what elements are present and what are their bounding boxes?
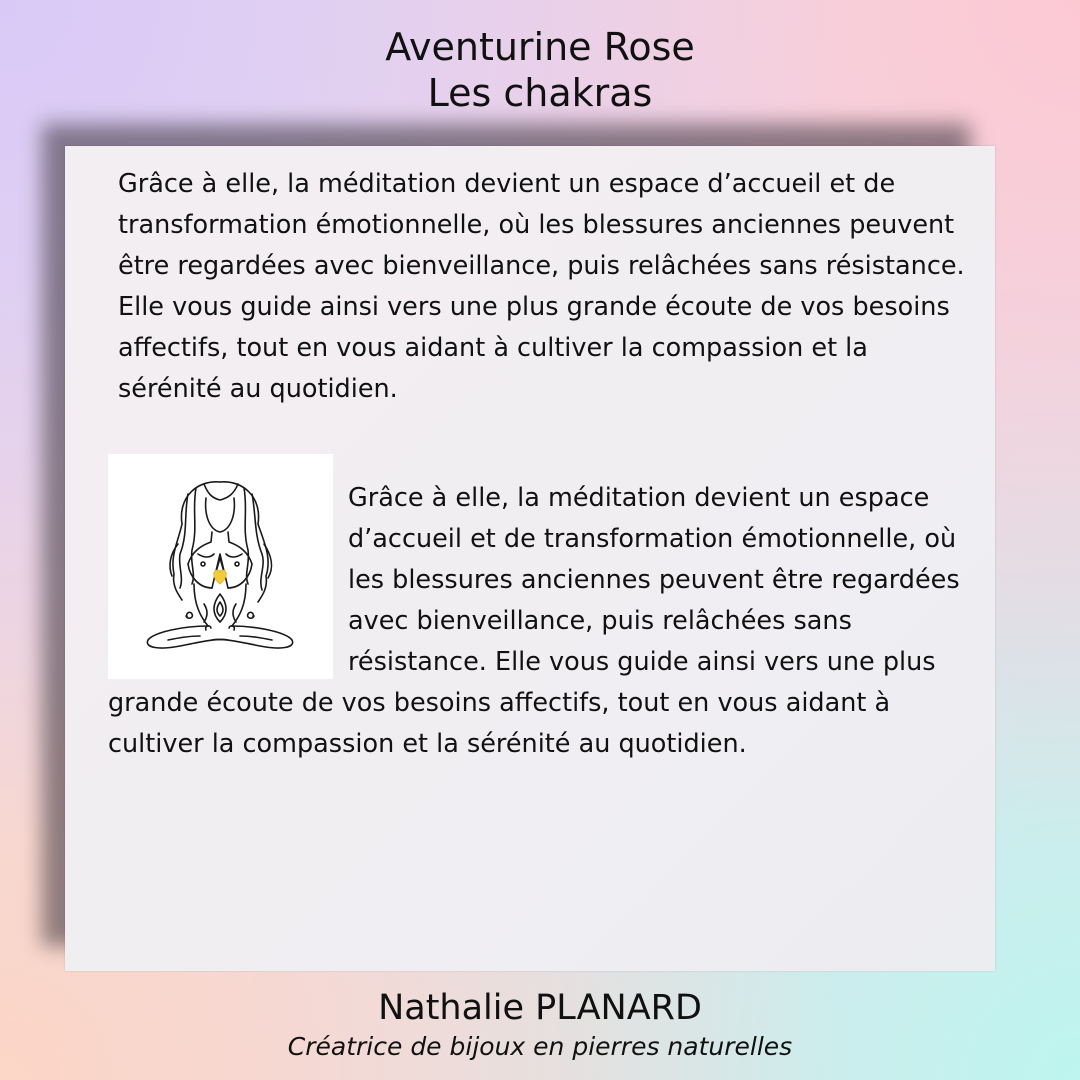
heart-icon: [214, 570, 227, 584]
page-title: Aventurine Rose: [385, 25, 695, 69]
meditating-woman-icon: [108, 454, 333, 679]
page-subtitle: Les chakras: [427, 71, 653, 115]
paragraph-body: Grâce à elle, la méditation devient un espace d’accueil et de transformation émotionnelle, où les blessures anciennes peuvent être regardées avec bienveillance, puis relâchées sans résistance. Elle vous guide ainsi vers une plus grande écoute de vos besoins affectifs, tout en vous aidant à cultiver la compassion et la sérénité au quotidien.: [108, 483, 960, 759]
paragraph-with-illustration: [108, 478, 973, 765]
page-header: [0, 24, 1080, 116]
text-card: [65, 146, 995, 971]
page-footer: [0, 986, 1080, 1064]
paragraph-intro: Grâce à elle, la méditation devient un espace d’accueil et de transformation émotionnelle, où les blessures anciennes peuvent être regardées avec bienveillance, puis relâchées sans résistance. Elle vous guide ainsi vers une plus grande écoute de vos besoins affectifs, tout en vous aidant à cultiver la compassion et la sérénité au quotidien.: [118, 169, 965, 404]
author-tagline: Créatrice de bijoux en pierres naturelles: [287, 1032, 793, 1061]
author-name: Nathalie PLANARD: [378, 988, 702, 1028]
